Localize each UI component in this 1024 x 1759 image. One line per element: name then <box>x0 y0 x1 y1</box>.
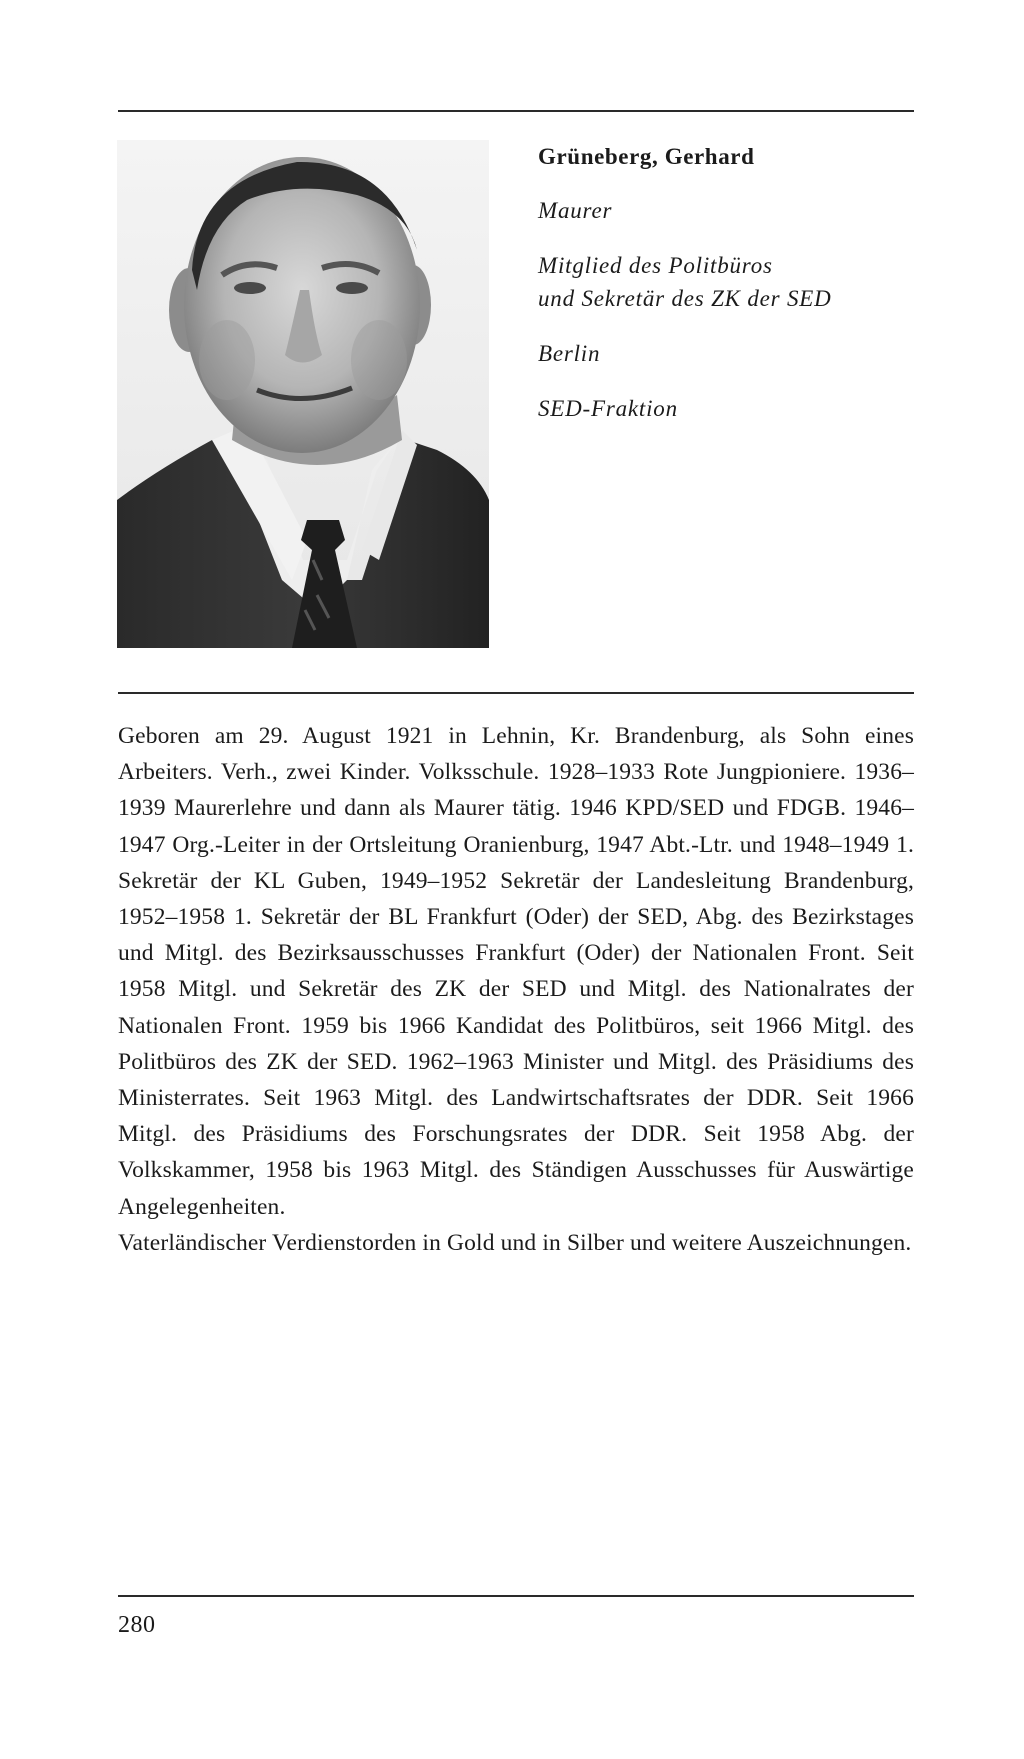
portrait-illustration <box>117 140 489 648</box>
awards-paragraph: Vaterländischer Verdienstorden in Gold und in Silber und weitere Auszeichnungen. <box>118 1229 912 1256</box>
top-rule <box>118 110 914 112</box>
biography-paragraph: Geboren am 29. August 1921 in Lehnin, Kr. Brandenburg, als Sohn eines Arbeiters. Verh., zwei Kinder. Volksschule. 1928–1933 Rote Jungpioniere. 1936–1939 Maurerlehre und dann als Maurer tätig. 1946 KPD/SED und FDGB. 1946–1947 Org.-Leiter in der Ortsleitung Oranienburg, 1947 Abt.-Ltr. und 1948–1949 1. Sekretär der KL Guben, 1949–1952 Sekretär der Landesleitung Brandenburg, 1952–1958 1. Sekretär der BL Frankfurt (Oder) der SED, Abg. des Bezirkstages und Mitgl. des Bezirksausschusses Frankfurt (Oder) der Nationalen Front. Seit 1958 Mitgl. und Sekretär des ZK der SED und Mitgl. des Nationalrates der Nationalen Front. 1959 bis 1966 Kandidat des Politbüros, seit 1966 Mitgl. des Politbüros des ZK der SED. 1962–1963 Minister und Mitgl. des Präsidiums des Ministerrates. Seit 1963 Mitgl. des Landwirtschaftsrates der DDR. Seit 1966 Mitgl. des Präsidiums des Forschungsrates der DDR. Seit 1958 Abg. der Volkskammer, 1958 bis 1963 Mitgl. des Ständigen Ausschusses für Auswärtige Angelegenheiten. <box>118 723 914 1220</box>
faction: SED-Fraktion <box>538 396 678 421</box>
position-line-2: und Sekretär des ZK der SED <box>538 286 832 311</box>
bottom-rule <box>118 1595 914 1597</box>
page-number: 280 <box>118 1612 156 1638</box>
person-header <box>538 142 918 447</box>
occupation: Maurer <box>538 198 613 223</box>
biography <box>118 718 914 1261</box>
person-name: Grüneberg, Gerhard <box>538 144 755 169</box>
city: Berlin <box>538 341 601 366</box>
portrait-photo <box>117 140 489 648</box>
position-line-1: Mitglied des Politbüros <box>538 253 773 278</box>
middle-rule <box>118 692 914 694</box>
